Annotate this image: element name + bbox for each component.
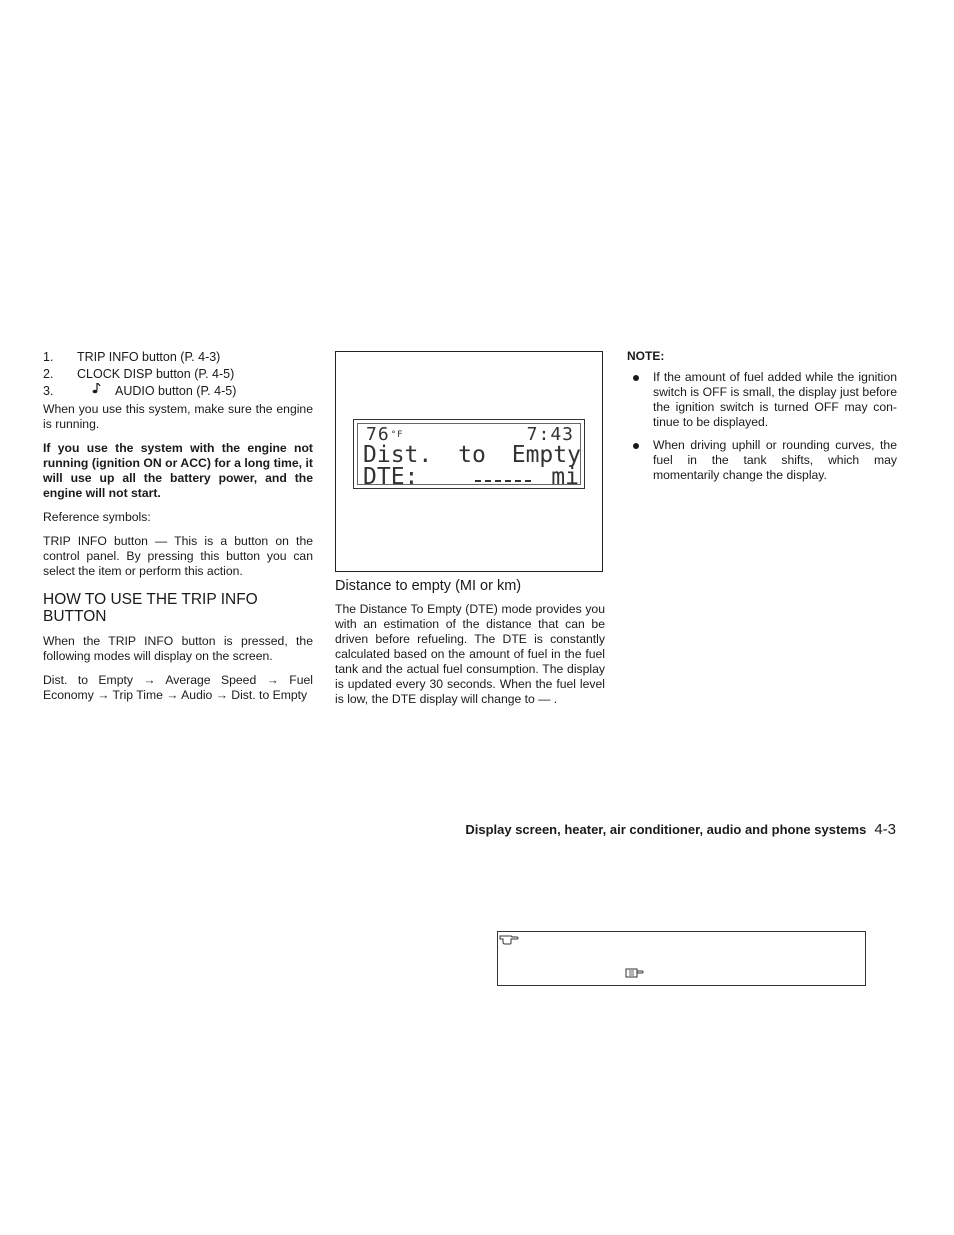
reference-box	[497, 931, 866, 986]
list-item	[43, 383, 313, 400]
modes-sequence: Dist. to Empty → Average Speed → Fuel Economy → Trip Time → Audio → Dist. to Empty	[43, 673, 313, 702]
dte-description: The Distance To Empty (DTE) mode provides you with an estimation of the distance that can be driven before refueling. The DTE is constantly calculated based on the amount of fuel in the fuel tank and the actual fuel consumption. The display is updated every 30 seconds. When the fuel level is low, the DTE display will change to — .	[335, 602, 605, 706]
music-note-icon	[77, 383, 115, 400]
list-item	[43, 349, 313, 366]
lcd-word: Dist.	[363, 442, 433, 468]
pointing-hand-icon	[624, 966, 644, 980]
right-column	[627, 349, 897, 491]
figure-caption: Distance to empty (MI or km)	[335, 578, 522, 594]
note-bullets	[627, 370, 897, 483]
chapter-title: Display screen, heater, air conditioner, audio and phone systems	[465, 822, 867, 837]
page-footer	[465, 821, 896, 839]
bullet-icon	[633, 375, 639, 381]
lcd-value-row	[363, 466, 581, 488]
list-item	[43, 366, 313, 383]
temperature-value: 76	[366, 424, 390, 445]
note-text: If the amount of fuel added while the ignition switch is OFF is small, the display just before the ignition switch is turned OFF may con-tinue to be displayed.	[653, 370, 897, 429]
lcd-word: to	[458, 442, 486, 468]
lcd-word: Empty	[511, 442, 581, 468]
note-item	[627, 370, 897, 430]
list-number: 1.	[43, 350, 54, 364]
list-label: CLOCK DISP button (P. 4-5)	[77, 367, 235, 381]
lcd-frame	[357, 423, 581, 490]
lcd-unit: mi	[551, 464, 579, 490]
left-column	[43, 349, 313, 703]
reference-symbols-label: Reference symbols:	[43, 510, 151, 524]
list-label: AUDIO button (P. 4-5)	[115, 384, 237, 398]
list-number: 3.	[43, 384, 54, 398]
temperature-unit: °F	[390, 430, 404, 440]
lcd-dashes	[475, 480, 531, 484]
bullet-icon	[633, 443, 639, 449]
list-number: 2.	[43, 367, 54, 381]
note-item	[627, 438, 897, 483]
display-illustration	[335, 351, 603, 572]
lcd-screen	[353, 419, 585, 489]
note-text: When driving uphill or rounding curves, the fuel in the tank shifts, which may momentarily change the display.	[653, 438, 897, 482]
control-list	[43, 349, 313, 400]
pointing-hand-icon	[499, 932, 519, 946]
trip-info-description: TRIP INFO button — This is a button on the control panel. By pressing this button you can select the item or perform this action.	[43, 534, 313, 578]
lcd-dte-label: DTE:	[363, 464, 419, 490]
intro-paragraph: When you use this system, make sure the engine is running.	[43, 402, 313, 431]
lcd-clock: 7:43	[526, 424, 574, 445]
modes-intro: When the TRIP INFO button is pressed, the following modes will display on the screen.	[43, 634, 313, 663]
warning-paragraph: If you use the system with the engine not running (ignition ON or ACC) for a long time, it will use up all the battery power, and the engine will not start.	[43, 441, 313, 500]
middle-column	[335, 351, 605, 707]
page-number: 4-3	[874, 821, 896, 838]
list-label: TRIP INFO button (P. 4-3)	[77, 350, 221, 364]
note-title: NOTE:	[627, 349, 665, 363]
section-heading: HOW TO USE THE TRIP INFO BUTTON	[43, 591, 258, 625]
